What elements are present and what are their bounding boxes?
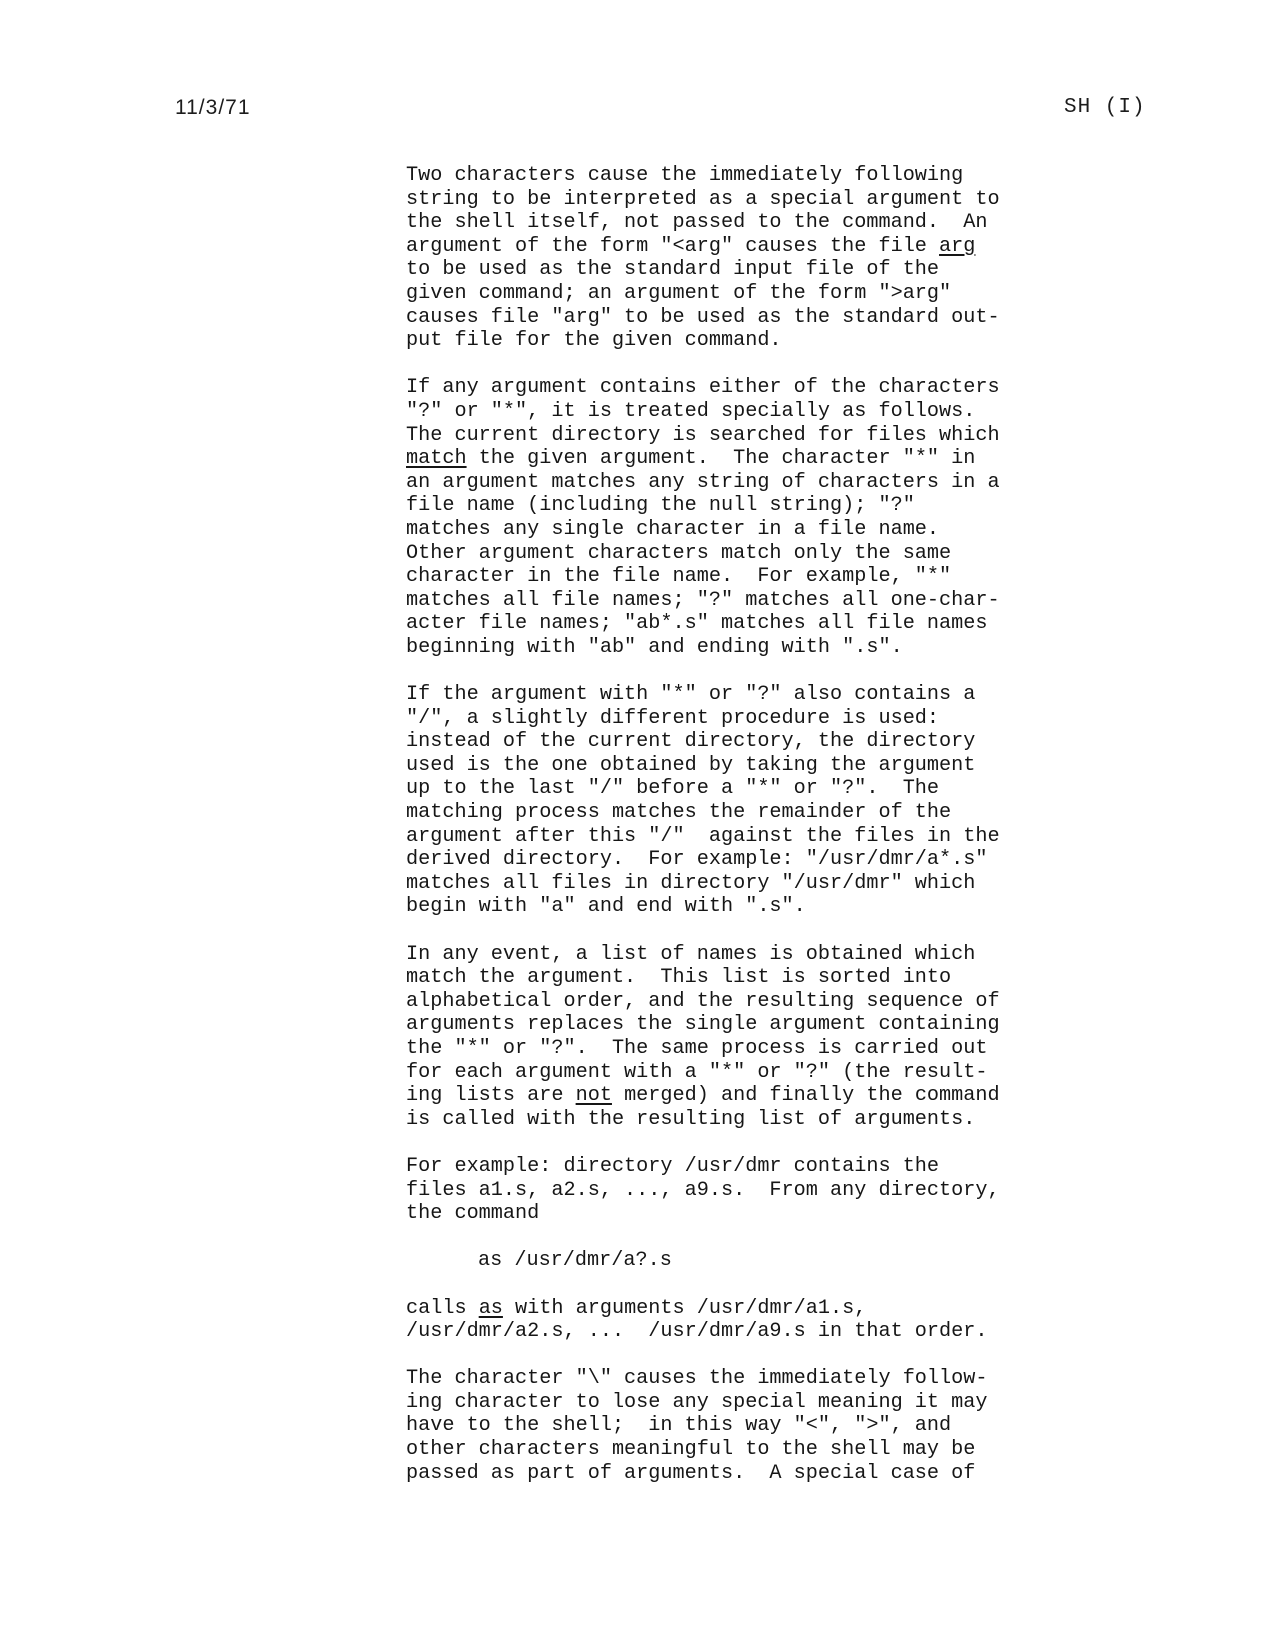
text-line: passed as part of arguments. A special case of (406, 1461, 976, 1485)
paragraph-example-intro (406, 1155, 1126, 1226)
text-line: beginning with "ab" and ending with ".s". (406, 635, 903, 659)
text-line: causes file "arg" to be used as the standard out- (406, 305, 1000, 329)
text-line: file name (including the null string); "?" (406, 494, 915, 518)
text-line: /usr/dmr/a2.s, ... /usr/dmr/a9.s in that order. (406, 1320, 988, 1344)
paragraph-slash-procedure (406, 683, 1126, 919)
text-line: character in the file name. For example, "*" (406, 565, 952, 589)
text-line: Two characters cause the immediately following (406, 164, 964, 187)
text-line: the command (406, 1202, 540, 1226)
text-line: the "*" or "?". The same process is carried out (406, 1036, 988, 1060)
text-line: have to the shell; in this way "<", ">", and (406, 1414, 952, 1438)
text-line: ing character to lose any special meaning it may (406, 1390, 988, 1414)
text-line: matches any single character in a file name. (406, 517, 940, 541)
text-line: matching process matches the remainder of the (406, 801, 952, 825)
text-line: the shell itself, not passed to the command. An (406, 211, 988, 235)
underlined-word: as (478, 1296, 503, 1320)
text-line: for each argument with a "*" or "?" (the result- (406, 1060, 988, 1084)
text-line: instead of the current directory, the directory (406, 730, 976, 754)
code-line: as /usr/dmr/a?.s (478, 1249, 672, 1273)
text-line: other characters meaningful to the shell may be (406, 1438, 976, 1462)
text-line (406, 235, 1126, 259)
text-line: For example: directory /usr/dmr contains the (406, 1154, 940, 1178)
text-line: arguments replaces the single argument containing (406, 1013, 1000, 1037)
text-line: an argument matches any string of characters in a (406, 470, 1000, 494)
text-line: The current directory is searched for files which (406, 423, 1000, 447)
text-segment: the given argument. The character "*" in (466, 447, 976, 471)
underlined-word: not (575, 1084, 612, 1108)
text-line: "?" or "*", it is treated specially as follows. (406, 399, 976, 423)
text-line: begin with "a" and end with ".s". (406, 895, 806, 919)
text-segment: calls (406, 1296, 479, 1320)
text-line (406, 1297, 1126, 1321)
text-line: acter file names; "ab*.s" matches all file names (406, 612, 988, 636)
document-body (406, 164, 1126, 1509)
text-line (406, 1084, 1126, 1108)
text-segment: ing lists are (406, 1084, 576, 1108)
underlined-word: arg (939, 234, 976, 258)
text-segment: merged) and finally the command (611, 1084, 1000, 1108)
text-line: If the argument with "*" or "?" also contains a (406, 683, 976, 707)
page-header-title: SH (I) (1064, 96, 1146, 119)
text-line: used is the one obtained by taking the argument (406, 753, 976, 777)
text-line: to be used as the standard input file of the (406, 258, 940, 282)
text-line: string to be interpreted as a special argument to (406, 187, 1000, 211)
text-line: put file for the given command. (406, 329, 782, 353)
text-line (406, 447, 1126, 471)
text-line: files a1.s, a2.s, ..., a9.s. From any directory, (406, 1178, 1000, 1202)
text-line: In any event, a list of names is obtained which (406, 942, 976, 966)
text-line: given command; an argument of the form ">arg" (406, 281, 952, 305)
text-line: alphabetical order, and the resulting sequence of (406, 989, 1000, 1013)
code-example (406, 1249, 1126, 1273)
paragraph-sorting (406, 943, 1126, 1132)
paragraph-globbing (406, 376, 1126, 659)
text-line: Other argument characters match only the same (406, 541, 952, 565)
page-header-date: 11/3/71 (175, 96, 251, 119)
paragraph-redirection (406, 164, 1126, 353)
text-line: derived directory. For example: "/usr/dmr/a*.s" (406, 848, 988, 872)
text-line: "/", a slightly different procedure is used: (406, 706, 940, 730)
text-segment: with arguments /usr/dmr/a1.s, (502, 1296, 867, 1320)
text-line: matches all file names; "?" matches all one-char- (406, 588, 1000, 612)
paragraph-escape-character (406, 1367, 1126, 1485)
underlined-word: match (406, 447, 467, 471)
text-line: The character "\" causes the immediately follow- (406, 1367, 988, 1391)
text-segment: argument of the form "<arg" causes the file (406, 234, 940, 258)
text-line: match the argument. This list is sorted into (406, 966, 952, 990)
text-line: is called with the resulting list of arguments. (406, 1107, 976, 1131)
text-line: matches all files in directory "/usr/dmr" which (406, 871, 976, 895)
text-line: If any argument contains either of the characters (406, 376, 1000, 400)
text-line: up to the last "/" before a "*" or "?". The (406, 777, 940, 801)
paragraph-example-result (406, 1297, 1126, 1344)
text-line: argument after this "/" against the files in the (406, 824, 1000, 848)
